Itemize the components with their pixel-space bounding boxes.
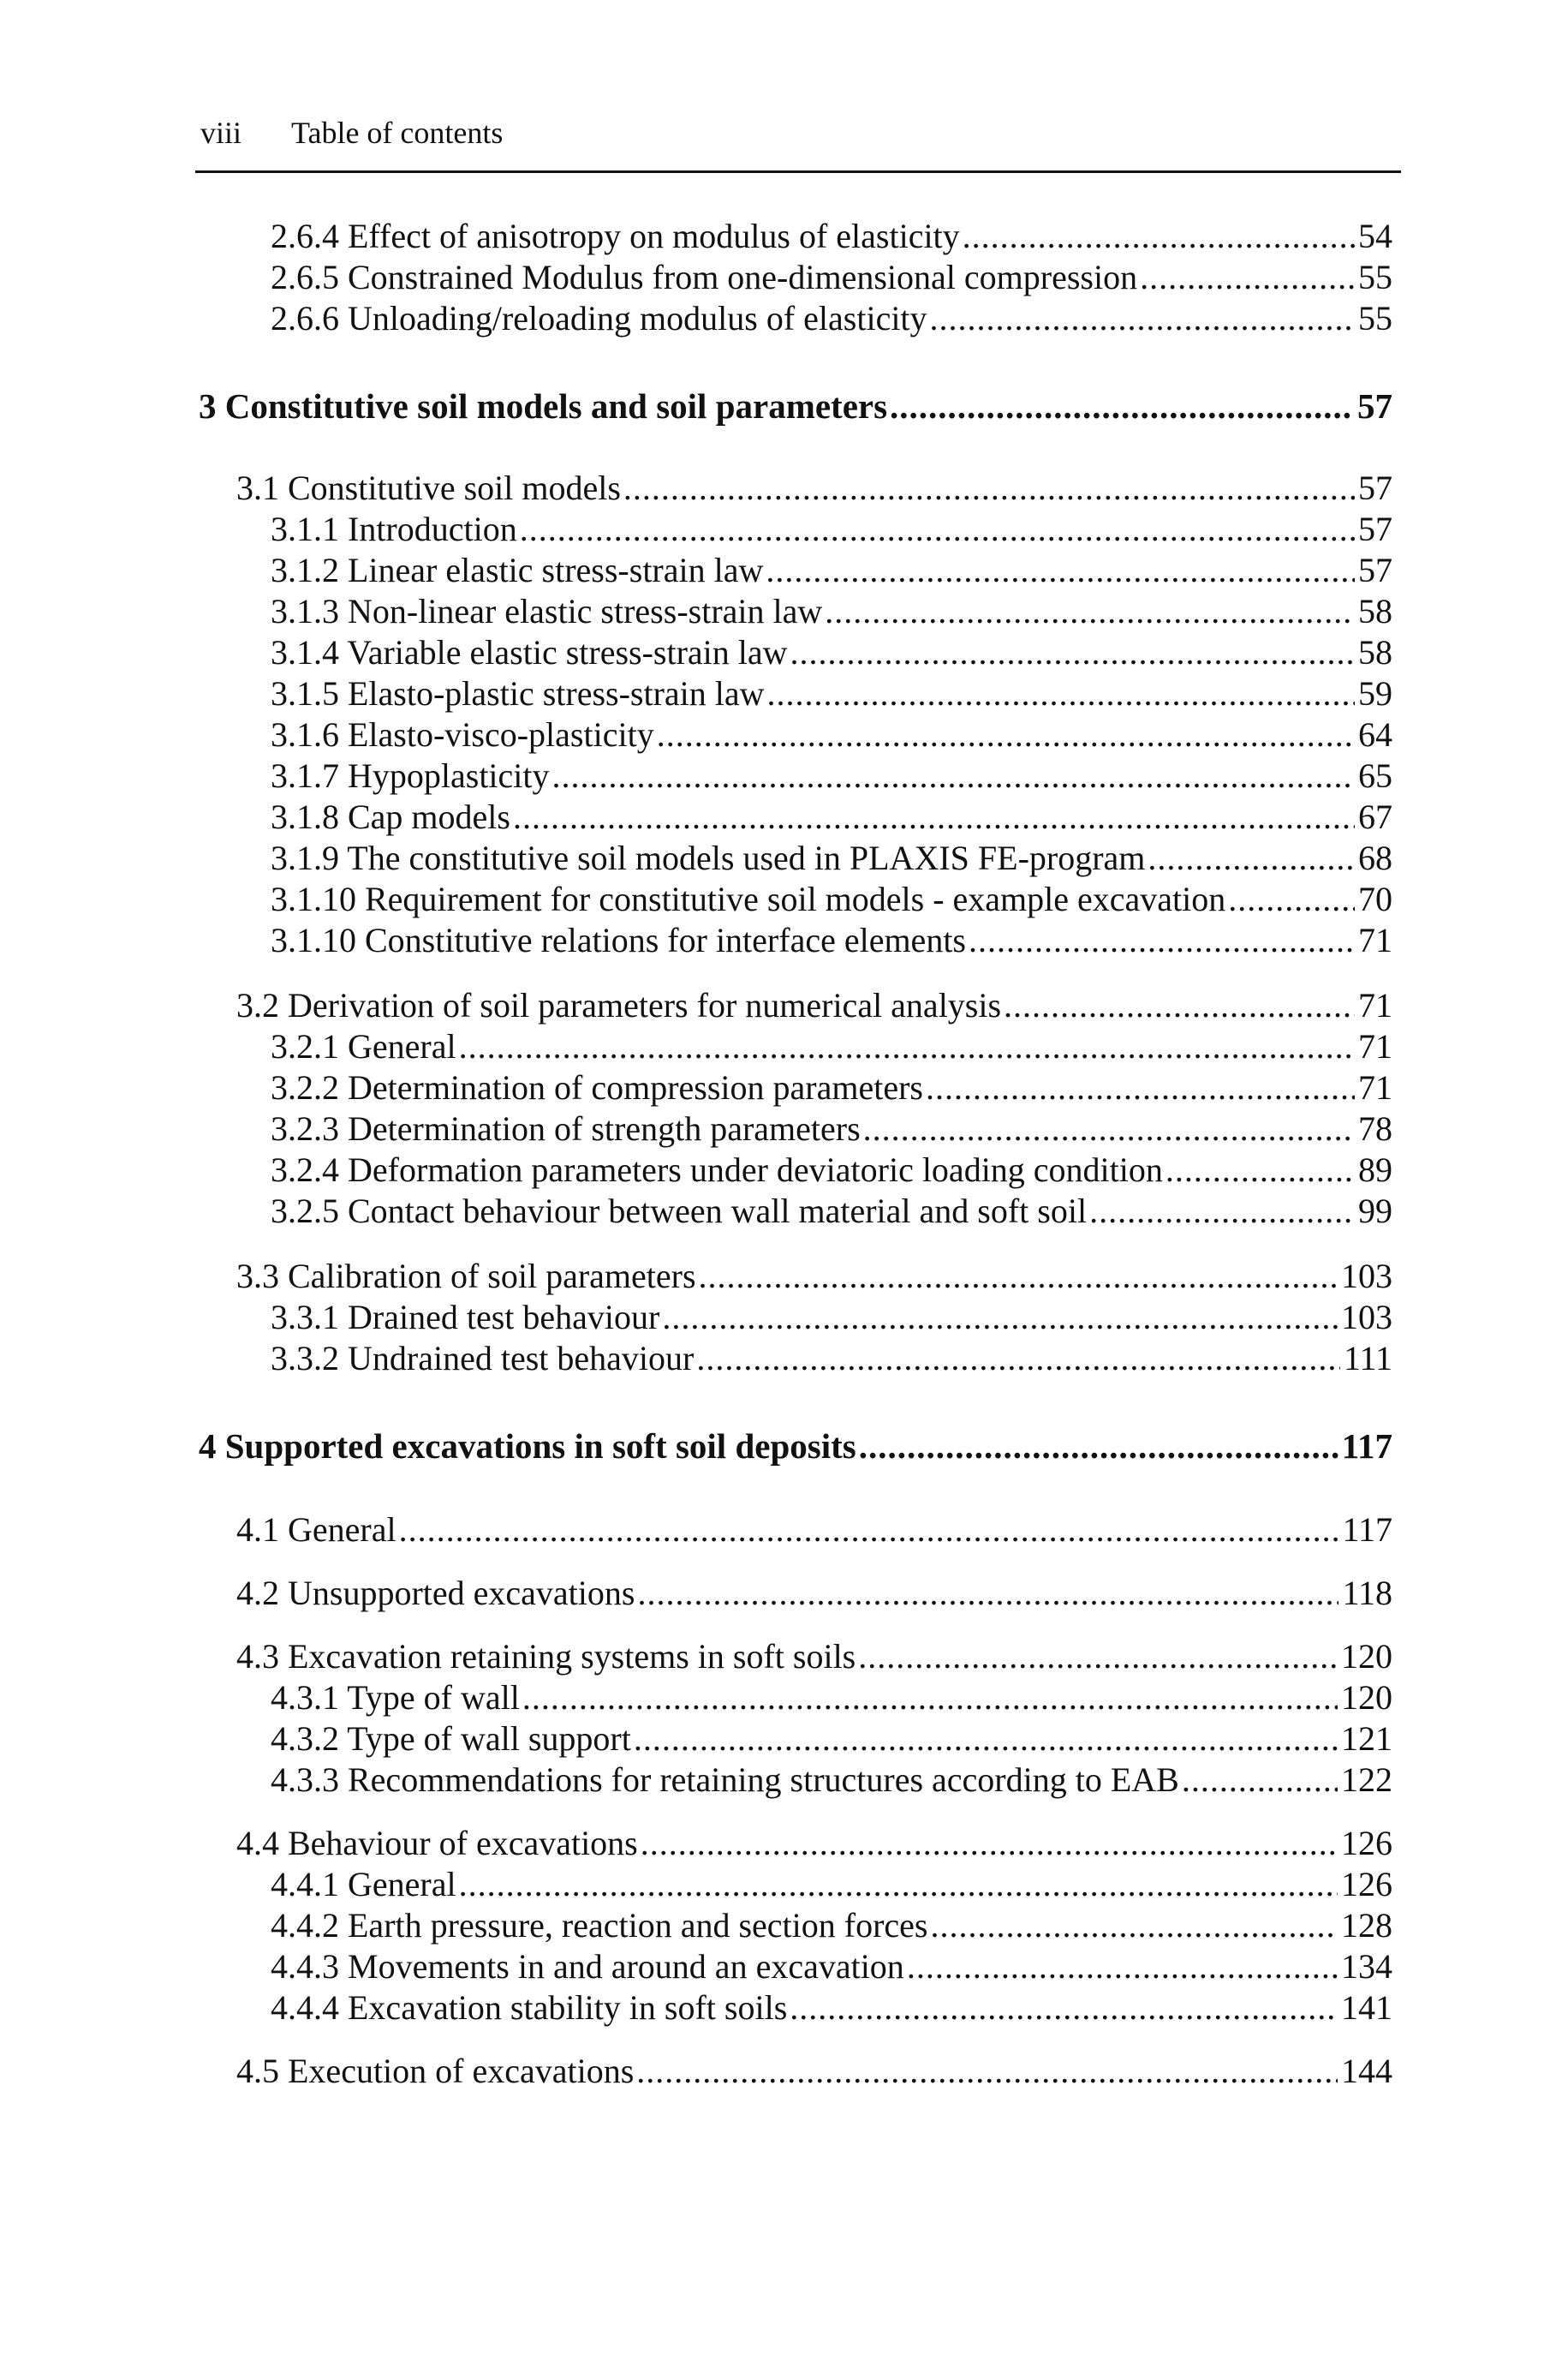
toc-entry-page: 59 — [1358, 674, 1392, 713]
toc-entry-title: 3.2.1 General — [271, 1027, 456, 1066]
toc-entry-title: 3.2.2 Determination of compression parameters — [271, 1068, 923, 1107]
leader-dots — [459, 1864, 1338, 1905]
toc-entry — [271, 1150, 1392, 1191]
toc-entry-page: 58 — [1358, 633, 1392, 672]
toc-entry-title: 4.3 Excavation retaining systems in soft soils — [236, 1637, 856, 1676]
toc-entry — [271, 673, 1392, 714]
leader-dots — [699, 1256, 1338, 1297]
toc-entry-title: 2.6.4 Effect of anisotropy on modulus of elasticity — [271, 217, 960, 255]
toc-entry-page: 78 — [1358, 1109, 1392, 1148]
leader-dots — [696, 1338, 1340, 1379]
toc-entry-title: 3.1.7 Hypoplasticity — [271, 756, 550, 795]
leader-dots — [662, 1297, 1338, 1338]
toc-entry-page: 55 — [1358, 258, 1392, 296]
toc-entry-page: 103 — [1341, 1298, 1392, 1336]
leader-dots — [552, 756, 1355, 797]
toc-entry-title: 3.1.8 Cap models — [271, 798, 510, 836]
toc-entry — [271, 1191, 1392, 1232]
toc-entry-title: 3.3.1 Drained test behaviour — [271, 1298, 660, 1336]
toc-entry-page: 57 — [1358, 510, 1392, 548]
toc-entry-title: 3.1.6 Elasto-visco-plasticity — [271, 715, 654, 754]
toc-entry-page: 71 — [1358, 921, 1392, 959]
toc-entry-title: 3.2.4 Deformation parameters under deviatoric loading condition — [271, 1150, 1163, 1189]
leader-dots — [399, 1509, 1339, 1550]
leader-dots — [890, 385, 1354, 427]
toc-entry-page: 122 — [1341, 1760, 1392, 1799]
toc-entry — [236, 1256, 1392, 1297]
leader-dots — [1089, 1191, 1355, 1232]
toc-entry-page: 144 — [1341, 2052, 1392, 2090]
toc-entry-title: 3.1.10 Requirement for constitutive soil models - example excavation — [271, 880, 1226, 918]
running-title: Table of contents — [291, 116, 504, 150]
toc-entry-title: 2.6.5 Constrained Modulus from one-dimensional compression — [271, 258, 1138, 296]
toc-entry — [236, 1823, 1392, 1864]
toc-entry-title: 3 Constitutive soil models and soil parameters — [199, 386, 888, 426]
leader-dots — [623, 468, 1355, 509]
toc-entry-page: 128 — [1341, 1906, 1392, 1945]
toc-entry-title: 4.4.1 General — [271, 1865, 456, 1903]
toc-entry-title: 3.1.2 Linear elastic stress-strain law — [271, 551, 764, 589]
toc-entry — [271, 879, 1392, 920]
toc-entry — [271, 550, 1392, 591]
leader-dots — [767, 673, 1355, 714]
leader-dots — [859, 1425, 1338, 1467]
toc-entry-title: 4.3.3 Recommendations for retaining structures according to EAB — [271, 1760, 1179, 1799]
leader-dots — [1228, 879, 1355, 920]
leader-dots — [636, 2051, 1338, 2092]
leader-dots — [790, 1987, 1338, 2028]
toc-entry-title: 3.1.5 Elasto-plastic stress-strain law — [271, 674, 765, 713]
leader-dots — [907, 1946, 1338, 1987]
toc-entry-page: 117 — [1342, 1510, 1392, 1549]
toc-entry-page: 57 — [1358, 469, 1392, 507]
leader-dots — [790, 632, 1355, 673]
leader-dots — [520, 509, 1355, 550]
leader-dots — [1140, 257, 1355, 298]
toc-entry — [271, 1760, 1392, 1801]
toc-entry — [271, 1297, 1392, 1338]
toc-entry-title: 4.3.1 Type of wall — [271, 1678, 520, 1717]
toc-entry — [271, 509, 1392, 550]
toc-entry — [236, 1636, 1392, 1677]
toc-entry — [271, 1338, 1392, 1379]
toc-entry-page: 103 — [1341, 1257, 1392, 1295]
leader-dots — [930, 1905, 1338, 1946]
toc-entry-page: 71 — [1358, 1068, 1392, 1107]
toc-entry-page: 71 — [1358, 986, 1392, 1025]
toc-entry-page: 141 — [1341, 1988, 1392, 2027]
toc-entry — [271, 1864, 1392, 1905]
toc-entry-page: 57 — [1358, 551, 1392, 589]
leader-dots — [930, 298, 1355, 339]
toc-entry — [271, 1677, 1392, 1718]
leader-dots — [637, 1573, 1338, 1614]
page-number: viii — [200, 116, 242, 150]
toc-entry — [236, 985, 1392, 1026]
toc-entry — [271, 920, 1392, 961]
toc-entry — [271, 1905, 1392, 1946]
toc-entry-title: 3.3.2 Undrained test behaviour — [271, 1339, 695, 1377]
leader-dots — [1166, 1150, 1355, 1191]
toc-entry-page: 134 — [1341, 1947, 1392, 1986]
toc-entry — [236, 468, 1392, 509]
toc-entry-title: 2.6.6 Unloading/reloading modulus of elasticity — [271, 299, 927, 338]
toc-entry — [236, 1509, 1392, 1550]
toc-entry-title: 4.5 Execution of excavations — [236, 2052, 635, 2090]
toc-entry-page: 57 — [1357, 386, 1392, 426]
leader-dots — [459, 1026, 1355, 1067]
leader-dots — [863, 1108, 1355, 1150]
toc-entry-page: 99 — [1358, 1192, 1392, 1230]
toc-entry-title: 3.3 Calibration of soil parameters — [236, 1257, 696, 1295]
toc-entry-page: 58 — [1358, 592, 1392, 630]
toc-entry-page: 65 — [1358, 756, 1392, 795]
toc-entry-title: 3.1.3 Non-linear elastic stress-strain law — [271, 592, 823, 630]
toc-entry — [271, 1108, 1392, 1150]
leader-dots — [969, 920, 1355, 961]
toc-entry-title: 4.4.2 Earth pressure, reaction and section forces — [271, 1906, 928, 1945]
toc-entry-title: 4.4.3 Movements in and around an excavation — [271, 1947, 904, 1986]
leader-dots — [926, 1067, 1355, 1108]
toc-entry-page: 126 — [1341, 1865, 1392, 1903]
leader-dots — [641, 1823, 1338, 1864]
toc-entry — [271, 1026, 1392, 1067]
toc-entry — [271, 756, 1392, 797]
leader-dots — [1004, 985, 1355, 1026]
leader-dots — [657, 714, 1355, 756]
toc-entry — [236, 2051, 1392, 2092]
toc-entry-title: 3.1.10 Constitutive relations for interface elements — [271, 921, 966, 959]
toc-entry-page: 71 — [1358, 1027, 1392, 1066]
leader-dots — [1182, 1760, 1338, 1801]
toc-entry — [271, 714, 1392, 756]
leader-dots — [766, 550, 1355, 591]
toc-entry-title: 3.1.1 Introduction — [271, 510, 517, 548]
toc-entry — [271, 632, 1392, 673]
toc-entry-page: 55 — [1358, 299, 1392, 338]
toc-entry — [271, 1987, 1392, 2028]
toc-entry-title: 4.3.2 Type of wall support — [271, 1719, 631, 1758]
leader-dots — [858, 1636, 1338, 1677]
toc-chapter-entry — [199, 385, 1392, 427]
toc-entry-page: 67 — [1358, 798, 1392, 836]
toc-chapter-entry — [199, 1425, 1392, 1467]
toc-entry — [271, 591, 1392, 632]
toc-entry — [271, 216, 1392, 257]
toc-entry-page: 111 — [1343, 1339, 1392, 1377]
toc-entry — [271, 1718, 1392, 1760]
toc-entry — [271, 797, 1392, 838]
toc-entry-page: 117 — [1341, 1426, 1392, 1466]
toc-entry-page: 68 — [1358, 839, 1392, 877]
toc-entry-title: 4.1 General — [236, 1510, 396, 1549]
toc-entry-title: 3.1.4 Variable elastic stress-strain law — [271, 633, 788, 672]
toc-entry-title: 3.2.3 Determination of strength parameters — [271, 1109, 861, 1148]
toc-entry-title: 3.2 Derivation of soil parameters for numerical analysis — [236, 986, 1002, 1025]
toc-entry — [271, 1946, 1392, 1987]
leader-dots — [513, 797, 1355, 838]
toc-entry-page: 120 — [1341, 1678, 1392, 1717]
toc-entry-title: 3.1 Constitutive soil models — [236, 469, 621, 507]
leader-dots — [522, 1677, 1338, 1718]
toc-entry-page: 120 — [1341, 1637, 1392, 1676]
toc-entry — [271, 1067, 1392, 1108]
toc-entry — [236, 1573, 1392, 1614]
toc-entry-page: 118 — [1342, 1574, 1392, 1612]
toc-entry-title: 3.2.5 Contact behaviour between wall material and soft soil — [271, 1192, 1088, 1230]
toc-entry-page: 89 — [1358, 1150, 1392, 1189]
toc-entry — [271, 838, 1392, 879]
leader-dots — [825, 591, 1355, 632]
toc-entry-title: 4 Supported excavations in soft soil deposits — [199, 1426, 856, 1466]
leader-dots — [634, 1718, 1338, 1760]
toc-entry-title: 4.4.4 Excavation stability in soft soils — [271, 1988, 788, 2027]
toc-entry — [271, 257, 1392, 298]
toc-entry-page: 54 — [1358, 217, 1392, 255]
toc-entry-page: 70 — [1358, 880, 1392, 918]
toc-entry-page: 64 — [1358, 715, 1392, 754]
toc-entry-title: 3.1.9 The constitutive soil models used in PLAXIS FE-program — [271, 839, 1146, 877]
toc-entry-title: 4.2 Unsupported excavations — [236, 1574, 635, 1612]
toc-entry-page: 121 — [1341, 1719, 1392, 1758]
leader-dots — [1148, 838, 1355, 879]
toc-entry-title: 4.4 Behaviour of excavations — [236, 1824, 638, 1862]
leader-dots — [963, 216, 1355, 257]
toc-entry — [271, 298, 1392, 339]
toc-entry-page: 126 — [1341, 1824, 1392, 1862]
